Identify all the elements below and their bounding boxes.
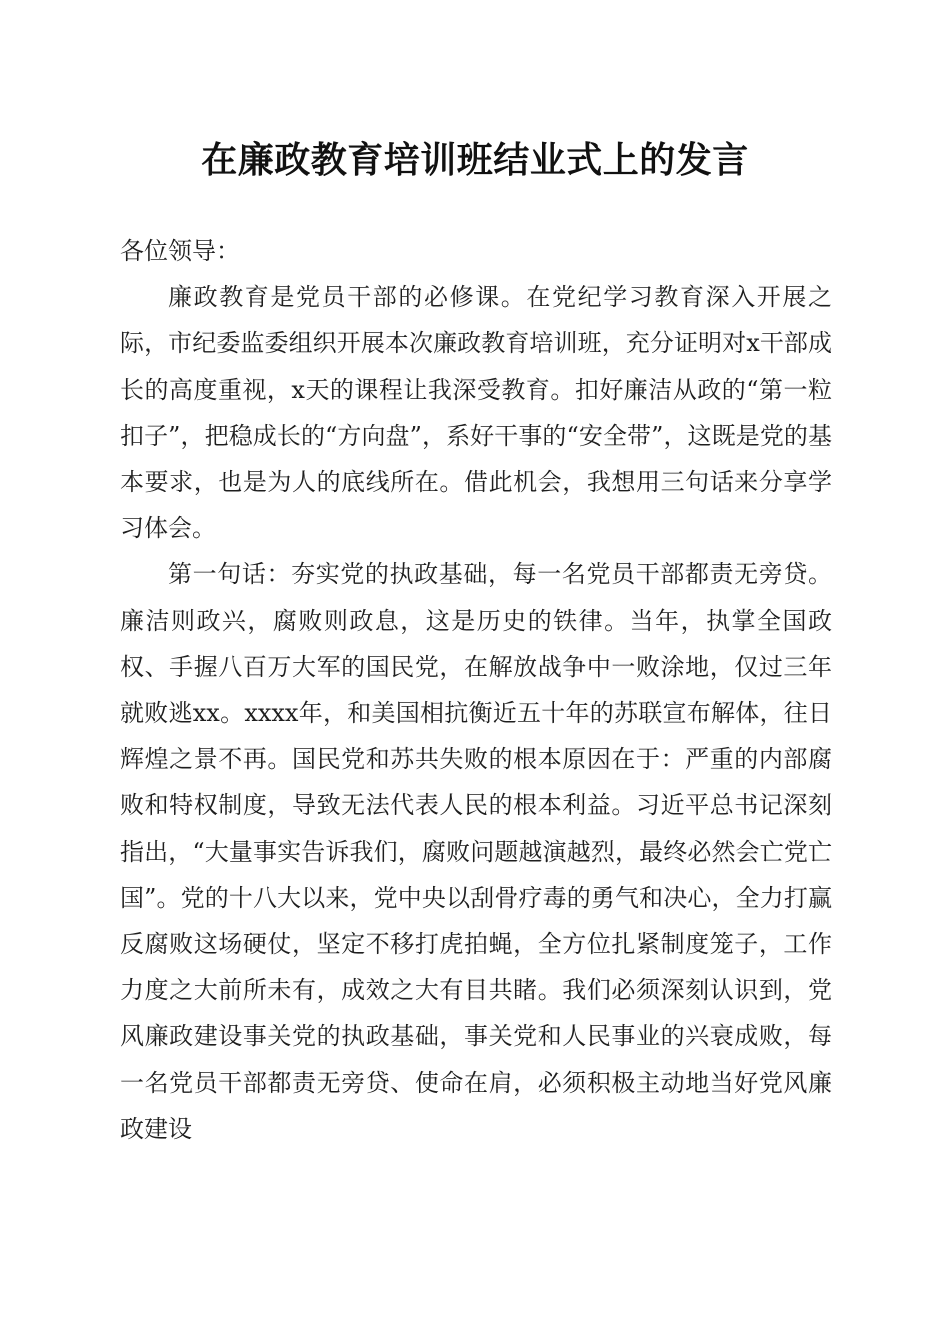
paragraph-intro: 廉政教育是党员干部的必修课。在党纪学习教育深入开展之际，市纪委监委组织开展本次廉政教育培训班，充分证明对x干部成长的高度重视，x天的课程让我深受教育。扣好廉洁从政的“第一粒扣子”，把稳成长的“方向盘”，系好干事的“安全带”，这既是党的基本要求，也是为人的底线所在。借此机会，我想用三句话来分享学习体会。 bbox=[120, 283, 832, 543]
document-title: 在廉政教育培训班结业式上的发言 bbox=[201, 139, 749, 181]
paragraph-first-point: 第一句话：夯实党的执政基础，每一名党员干部都责无旁贷。廉洁则政兴，腐败则政息，这是历史的铁律。当年，执掌全国政权、手握八百万大军的国民党，在解放战争中一败涂地，仅过三年就败逃xx。xxxx年，和美国相抗衡近五十年的苏联宣布解体，往日辉煌之景不再。国民党和苏共失败的根本原因在于：严重的内部腐败和特权制度，导致无法代表人民的根本利益。习近平总书记深刻指出，“大量事实告诉我们，腐败问题越演越烈，最终必然会亡党亡国”。党的十八大以来，党中央以刮骨疗毒的勇气和决心，全力打赢反腐败这场硬仗，坚定不移打虎拍蝇，全方位扎紧制度笼子，工作力度之大前所未有，成效之大有目共睹。我们必须深刻认识到，党风廉政建设事关党的执政基础，事关党和人民事业的兴衰成败，每一名党员干部都责无旁贷、使命在肩，必须积极主动地当好党风廉政建设 bbox=[120, 560, 832, 1143]
document-body bbox=[120, 228, 832, 1152]
greeting: 各位领导： bbox=[120, 237, 240, 265]
